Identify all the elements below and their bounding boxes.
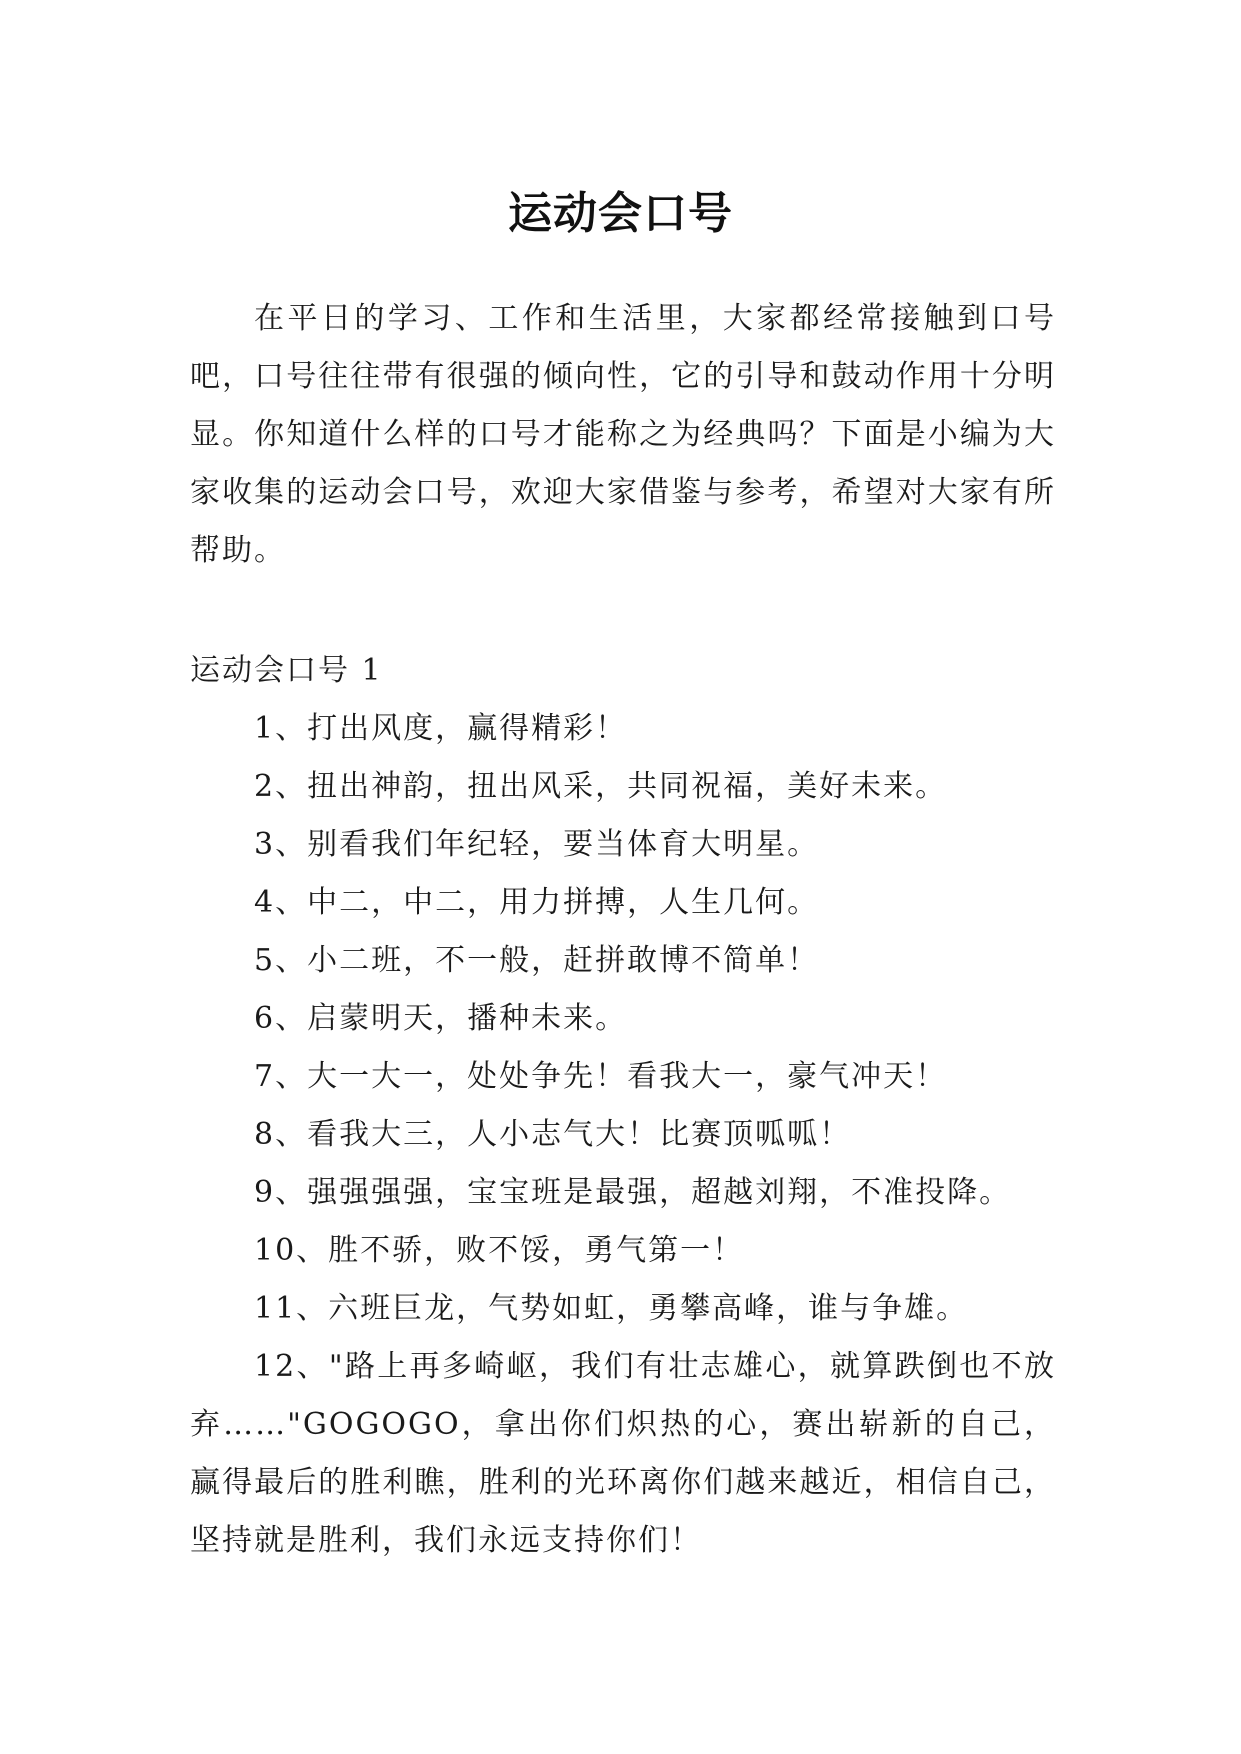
slogan-item-6: 6、启蒙明天，播种未来。 <box>254 1001 628 1036</box>
slogan-item-11: 11、六班巨龙，气势如虹，勇攀高峰，谁与争雄。 <box>254 1291 969 1326</box>
slogan-list <box>190 700 1056 1570</box>
document-title: 运动会口号 <box>508 188 733 240</box>
slogan-item-9: 9、强强强强，宝宝班是最强，超越刘翔，不准投降。 <box>254 1175 1012 1210</box>
slogan-item-10: 10、胜不骄，败不馁，勇气第一！ <box>254 1233 745 1268</box>
slogan-item-1: 1、打出风度，赢得精彩！ <box>254 711 628 746</box>
slogan-item-5: 5、小二班，不一般，赶拼敢博不简单！ <box>254 943 820 978</box>
slogan-item-3: 3、别看我们年纪轻，要当体育大明星。 <box>254 827 820 862</box>
slogan-item-8: 8、看我大三，人小志气大！比赛顶呱呱！ <box>254 1117 852 1152</box>
slogan-item-12: 12、"路上再多崎岖，我们有壮志雄心，就算跌倒也不放弃……"GOGOGO，拿出你们炽热的心，赛出崭新的自己，赢得最后的胜利瞧，胜利的光环离你们越来越近，相信自己，坚持就是胜利，我们永远支持你们！ <box>190 1349 1056 1558</box>
slogan-item-4: 4、中二，中二，用力拼搏，人生几何。 <box>254 885 820 920</box>
slogan-item-7: 7、大一大一，处处争先！看我大一，豪气冲天！ <box>254 1059 948 1094</box>
intro-paragraph: 在平日的学习、工作和生活里，大家都经常接触到口号吧，口号往往带有很强的倾向性，它的引导和鼓动作用十分明显。你知道什么样的口号才能称之为经典吗？下面是小编为大家收集的运动会口号，欢迎大家借鉴与参考，希望对大家有所帮助。 <box>190 301 1056 568</box>
slogan-item-2: 2、扭出神韵，扭出风采，共同祝福，美好未来。 <box>254 769 948 804</box>
section-heading: 运动会口号 1 <box>190 653 383 688</box>
